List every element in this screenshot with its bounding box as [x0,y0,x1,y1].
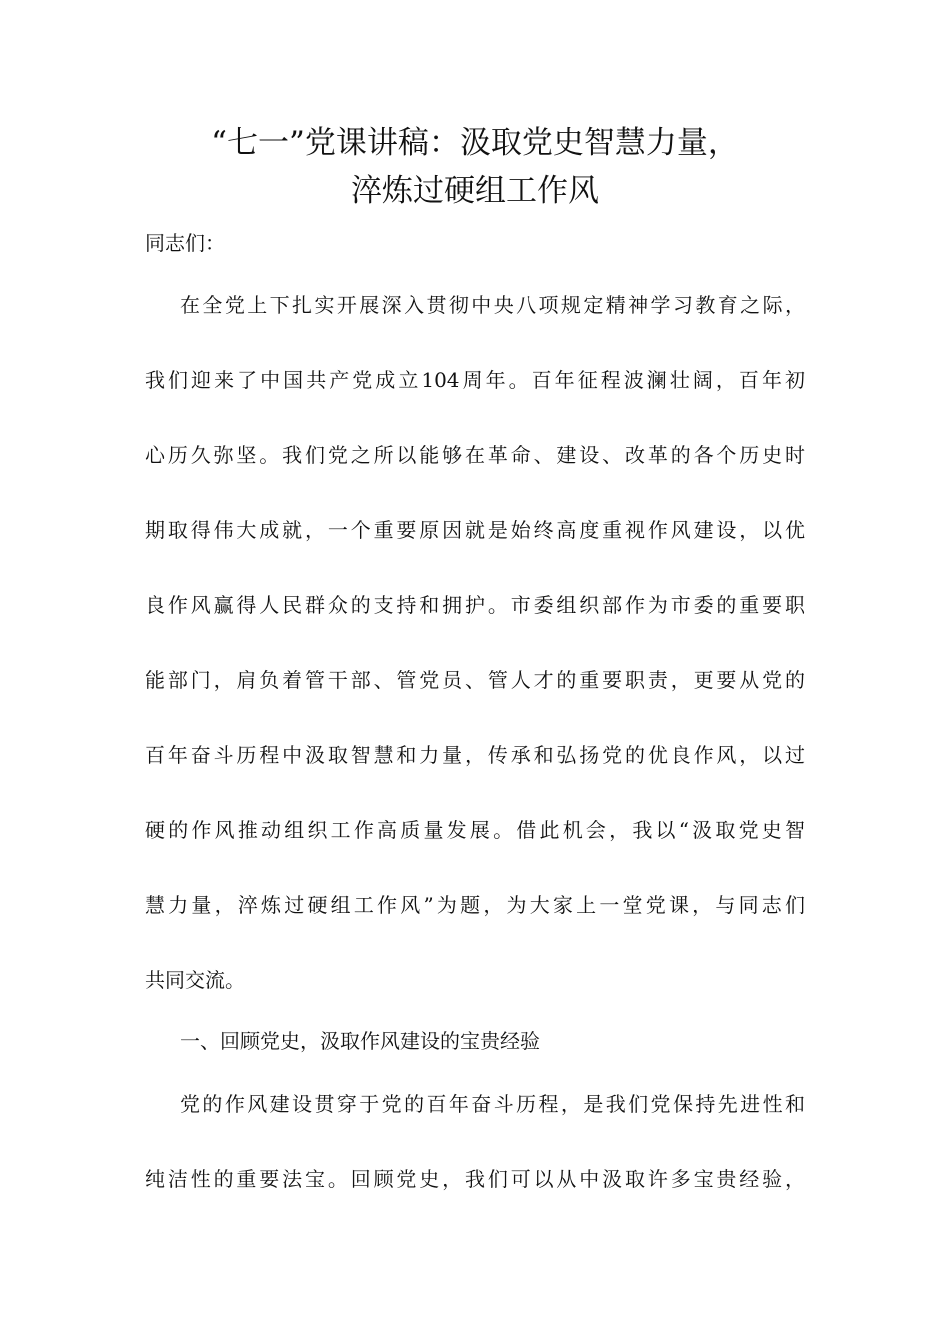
paragraph-1-line: 能部门，肩负着管干部、管党员、管人才的重要职责，更要从党的 [145,668,805,692]
paragraph-1-line: 期取得伟大成就，一个重要原因就是始终高度重视作风建设，以优 [145,518,805,542]
paragraph-1-line: 慧力量，淬炼过硬组工作风”为题，为大家上一堂党课，与同志们 [145,893,805,917]
paragraph-1-line: 共同交流。 [145,968,245,992]
paragraph-1-line: 在全党上下扎实开展深入贯彻中央八项规定精神学习教育之际， [180,293,805,317]
document-title-line-2: 淬炼过硬组工作风 [351,173,599,209]
paragraph-2-line: 党的作风建设贯穿于党的百年奋斗历程，是我们党保持先进性和 [180,1092,805,1116]
paragraph-1-line: 心历久弥坚。我们党之所以能够在革命、建设、改革的各个历史时 [145,443,805,467]
paragraph-2-line: 纯洁性的重要法宝。回顾党史，我们可以从中汲取许多宝贵经验， [145,1167,805,1191]
paragraph-1-line: 我们迎来了中国共产党成立104周年。百年征程波澜壮阔，百年初 [145,368,805,392]
paragraph-1-line: 硬的作风推动组织工作高质量发展。借此机会，我以“汲取党史智 [145,818,805,842]
paragraph-1-line: 良作风赢得人民群众的支持和拥护。市委组织部作为市委的重要职 [145,593,805,617]
document-title-line-1: “七一”党课讲稿：汲取党史智慧力量， [211,125,739,161]
salutation: 同志们： [145,231,225,255]
paragraph-1-line: 百年奋斗历程中汲取智慧和力量，传承和弘扬党的优良作风，以过 [145,743,805,767]
section-1-heading: 一、回顾党史，汲取作风建设的宝贵经验 [180,1029,540,1053]
